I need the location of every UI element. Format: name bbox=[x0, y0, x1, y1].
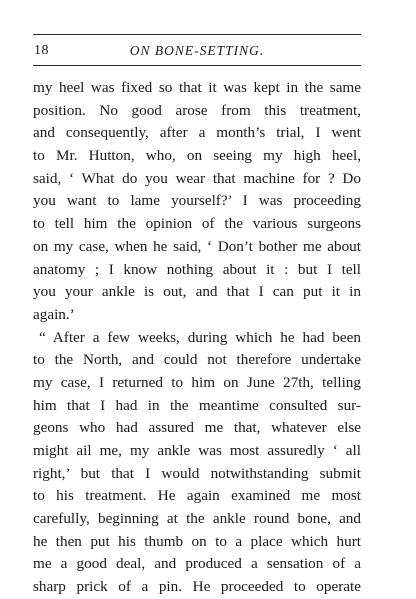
text-line: to his treatment. He again examined me most bbox=[33, 487, 361, 505]
text-line: position. No good arose from this treatment, bbox=[33, 101, 361, 119]
text-line: anatomy ; I know nothing about it : but I tell bbox=[33, 260, 361, 278]
page-number: 18 bbox=[34, 43, 49, 58]
text-line: and consequently, after a month’s trial, I went bbox=[33, 124, 361, 142]
running-title: ON BONE-SETTING. bbox=[129, 43, 265, 58]
text-line: geons who had assured me that, whatever else bbox=[33, 419, 361, 437]
text-line: my case, I returned to him on June 27th, telling bbox=[33, 373, 361, 391]
header-bottom-rule bbox=[33, 65, 361, 66]
text-line: sharp prick of a pin. He proceeded to operate bbox=[33, 578, 361, 596]
text-line: you your ankle is out, and that I can put it in bbox=[33, 283, 361, 301]
text-line: said, ‘ What do you wear that machine for ? Do bbox=[33, 169, 361, 187]
text-line: might ail me, my ankle was most assuredly ‘ all bbox=[33, 442, 361, 459]
header-top-rule bbox=[33, 34, 361, 35]
paragraph-start-line: “ After a few weeks, during which he had been bbox=[39, 328, 361, 346]
body-text bbox=[33, 77, 361, 599]
text-line: him that I had in the meantime consulted sur- bbox=[33, 396, 361, 414]
text-line: to tell him the opinion of the various surgeons bbox=[33, 215, 361, 233]
text-line: my heel was fixed so that it was kept in the same bbox=[33, 79, 361, 96]
text-line: to Mr. Hutton, who, on seeing my high heel, bbox=[33, 147, 361, 165]
text-line: on my case, when he said, ‘ Don’t bother me about bbox=[33, 237, 361, 255]
text-line: me a good deal, and produced a sensation of a bbox=[33, 555, 361, 573]
text-line: you want to lame yourself?’ I was proceeding bbox=[33, 192, 361, 210]
text-line: to the North, and could not therefore undertake bbox=[33, 351, 361, 369]
text-line: right,’ but that I would notwithstanding submit bbox=[33, 464, 361, 482]
text-line: carefully, beginning at the ankle round bone, and bbox=[33, 510, 361, 528]
paragraph-end-line: again.’ bbox=[33, 305, 75, 323]
text-line: he then put his thumb on to a place which hurt bbox=[33, 532, 361, 550]
